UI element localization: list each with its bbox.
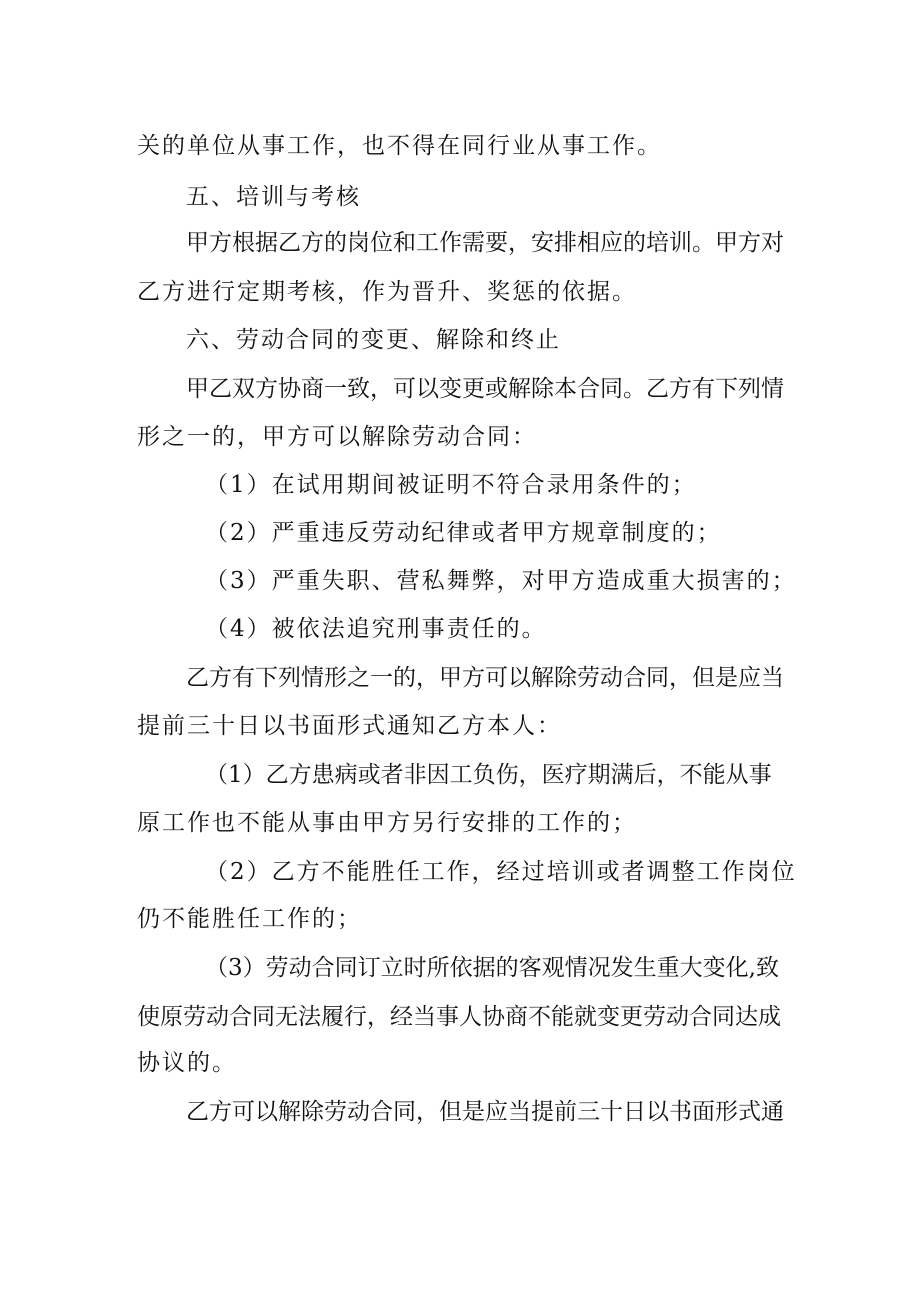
text-line: 乙方有下列情形之一的，甲方可以解除劳动合同，但是应当 bbox=[186, 665, 784, 691]
text-line: 协议的。 bbox=[137, 1050, 237, 1076]
text-line: 乙方进行定期考核，作为晋升、奖惩的依据。 bbox=[137, 279, 637, 305]
text-line: 甲方根据乙方的岗位和工作需要，安排相应的培训。甲方对 bbox=[186, 230, 784, 256]
list-item: （4）被依法追究刑事责任的。 bbox=[205, 616, 547, 642]
text-line: 提前三十日以书面形式通知乙方本人： bbox=[137, 713, 562, 739]
list-item: （1）在试用期间被证明不符合录用条件的； bbox=[205, 472, 697, 498]
list-item: （1）乙方患病或者非因工负伤，医疗期满后，不能从事 bbox=[205, 762, 772, 788]
list-item: （2）严重违反劳动纪律或者甲方规章制度的； bbox=[205, 520, 722, 546]
text-line: 形之一的，甲方可以解除劳动合同： bbox=[137, 424, 537, 450]
text-line: 甲乙双方协商一致，可以变更或解除本合同。乙方有下列情 bbox=[186, 376, 784, 402]
section-heading: 五、培训与考核 bbox=[186, 184, 361, 210]
list-item: （2）乙方不能胜任工作，经过培训或者调整工作岗位 bbox=[205, 859, 797, 885]
text-line: 使原劳动合同无法履行，经当事人协商不能就变更劳动合同达成 bbox=[137, 1004, 781, 1030]
text-line: 关的单位从事工作，也不得在同行业从事工作。 bbox=[137, 133, 662, 159]
text-line: 原工作也不能从事由甲方另行安排的工作的； bbox=[137, 810, 637, 836]
text-line: 乙方可以解除劳动合同，但是应当提前三十日以书面形式通 bbox=[186, 1099, 784, 1125]
list-item: （3）劳动合同订立时所依据的客观情况发生重大变化,致 bbox=[205, 955, 779, 981]
list-item: （3）严重失职、营私舞弊，对甲方造成重大损害的； bbox=[205, 568, 797, 594]
section-heading: 六、劳动合同的变更、解除和终止 bbox=[186, 327, 561, 353]
text-line: 仍不能胜任工作的； bbox=[137, 906, 362, 932]
